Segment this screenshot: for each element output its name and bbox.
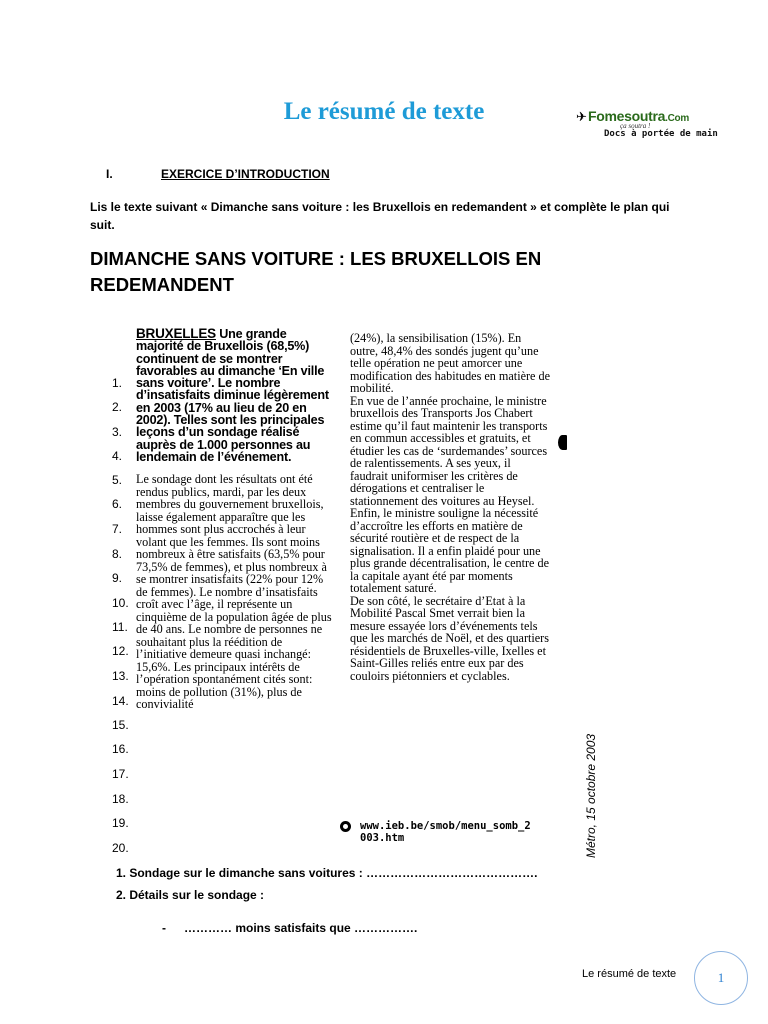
question-2: 2. Détails sur le sondage : <box>116 888 265 902</box>
article-paragraph: En vue de l’année prochaine, le ministre bruxellois des Transports Jos Chabert estime qu’il faut maintenir les transports en commun accessibles et gratuits, et étudier les cas de ‘surdemandes’ sources de ralentissements. A ses yeux, il faudrait uniformiser les critères de dérogations et centraliser le stationnement des voitures au Heysel. Enfin, le ministre souligne la nécessité d’accroître les efforts en matière de sécurité routière et de respect de la signalisation. Il a enfin plaidé pour une plus grande décentralisation, le centre de la capitale ayant été par moments totalement saturé. <box>350 393 549 595</box>
line-number: 11. <box>112 620 128 634</box>
list-dash: - <box>162 921 166 935</box>
article-body-left: Le sondage dont les résultats ont été rendus publics, mardi, par les deux membres du gouvernement bruxellois, laisse également apparaître que les hommes sont plus accrochés à leur volant que les femmes. Ils sont moins nombreux à être satisfaits (63,5% pour 73,5% de femmes), et plus nombreux à se montrer insatisfaits (22% pour 12% de femmes). Le nombre d’insatisfaits croît avec l’âge, il représente un cinquième de la population âgée de plus de 40 ans. Le nombre de personnes ne souhaitant plus la réédition de l’initiative demeure quasi inchangé: 15,6%. Les principaux intérêts de l’opération spontanément cités sont: moins de pollution (31%), plus de convivialité <box>136 472 332 712</box>
source-credit: Métro, 15 octobre 2003 <box>584 733 598 858</box>
line-number: 2. <box>112 400 123 414</box>
question-1: 1. Sondage sur le dimanche sans voitures : ……………………………………. <box>116 866 538 880</box>
line-number: 14. <box>112 694 129 708</box>
line-number: 10. <box>112 596 129 610</box>
line-number: 13. <box>112 669 129 683</box>
logo-tagline: Docs à portée de main <box>604 129 718 139</box>
fill-in-line: ………… moins satisfaits que ……………. <box>184 921 418 935</box>
article-column-right <box>350 332 550 682</box>
line-number: 19. <box>112 816 129 830</box>
line-number: 1. <box>112 376 123 390</box>
newspaper-clipping <box>88 318 608 858</box>
article-paragraph: (24%), la sensibilisation (15%). En outre, 48,4% des sondés jugent qu’une telle opération ne peut amorcer une modification des habitudes en matière de mobilité. <box>350 331 551 395</box>
line-number: 4. <box>112 449 123 463</box>
fomesoutra-logo <box>576 108 756 142</box>
source-url: www.ieb.be/smob/menu_somb_2 003.htm <box>360 820 531 844</box>
logo-name: Fomesoutra.Com <box>588 108 689 124</box>
line-number: 20. <box>112 841 129 855</box>
line-number: 12. <box>112 644 129 658</box>
document-title: Le résumé de texte <box>283 98 485 125</box>
page-number: 1 <box>694 951 748 1005</box>
ink-blot <box>558 435 567 450</box>
line-number: 7. <box>112 522 123 536</box>
article-lead <box>136 328 336 463</box>
line-number: 5. <box>112 473 123 487</box>
section-number: I. <box>106 167 113 181</box>
line-number: 15. <box>112 718 129 732</box>
line-number: 3. <box>112 425 123 439</box>
source-bullet-icon <box>340 821 351 832</box>
line-number: 9. <box>112 571 123 585</box>
section-title: EXERCICE D’INTRODUCTION <box>161 167 330 181</box>
line-number: 6. <box>112 497 123 511</box>
article-paragraph: De son côté, le secrétaire d’Etat à la Mobilité Pascal Smet verrait bien la mesure essayée lors d’événements tels que les marchés de Noël, et des quartiers résidentiels de Bruxelles-ville, Ixelles et Saint-Gilles reliés entre eux par des couloirs piétonniers et cyclables. <box>350 593 549 683</box>
footer-text: Le résumé de texte <box>582 968 677 980</box>
lead-city: BRUXELLES <box>136 326 216 341</box>
line-number: 18. <box>112 792 129 806</box>
article-headline: DIMANCHE SANS VOITURE : LES BRUXELLOIS EN REDEMANDENT <box>90 248 542 295</box>
logo-slogan: ça soutra ! <box>620 122 651 130</box>
instruction-text: Lis le texte suivant « Dimanche sans voiture : les Bruxellois en redemandent » et complète le plan qui suit. <box>90 200 670 232</box>
line-number: 8. <box>112 547 123 561</box>
line-number: 17. <box>112 767 129 781</box>
article-column-left <box>136 328 336 711</box>
logo-swoosh-icon: ✈ <box>576 110 587 125</box>
line-number: 16. <box>112 742 129 756</box>
lead-text: Une grande majorité de Bruxellois (68,5%) continuent de se montrer favorables au dimanche ‘En ville sans voiture’. Le nombre d’insatisfaits diminue légèrement en 2003 (17% au lieu de 20 en 2002). Telles sont les principales leçons d’un sondage réalisé auprès de 1.000 personnes au lendemain de l’événement. <box>136 327 329 464</box>
